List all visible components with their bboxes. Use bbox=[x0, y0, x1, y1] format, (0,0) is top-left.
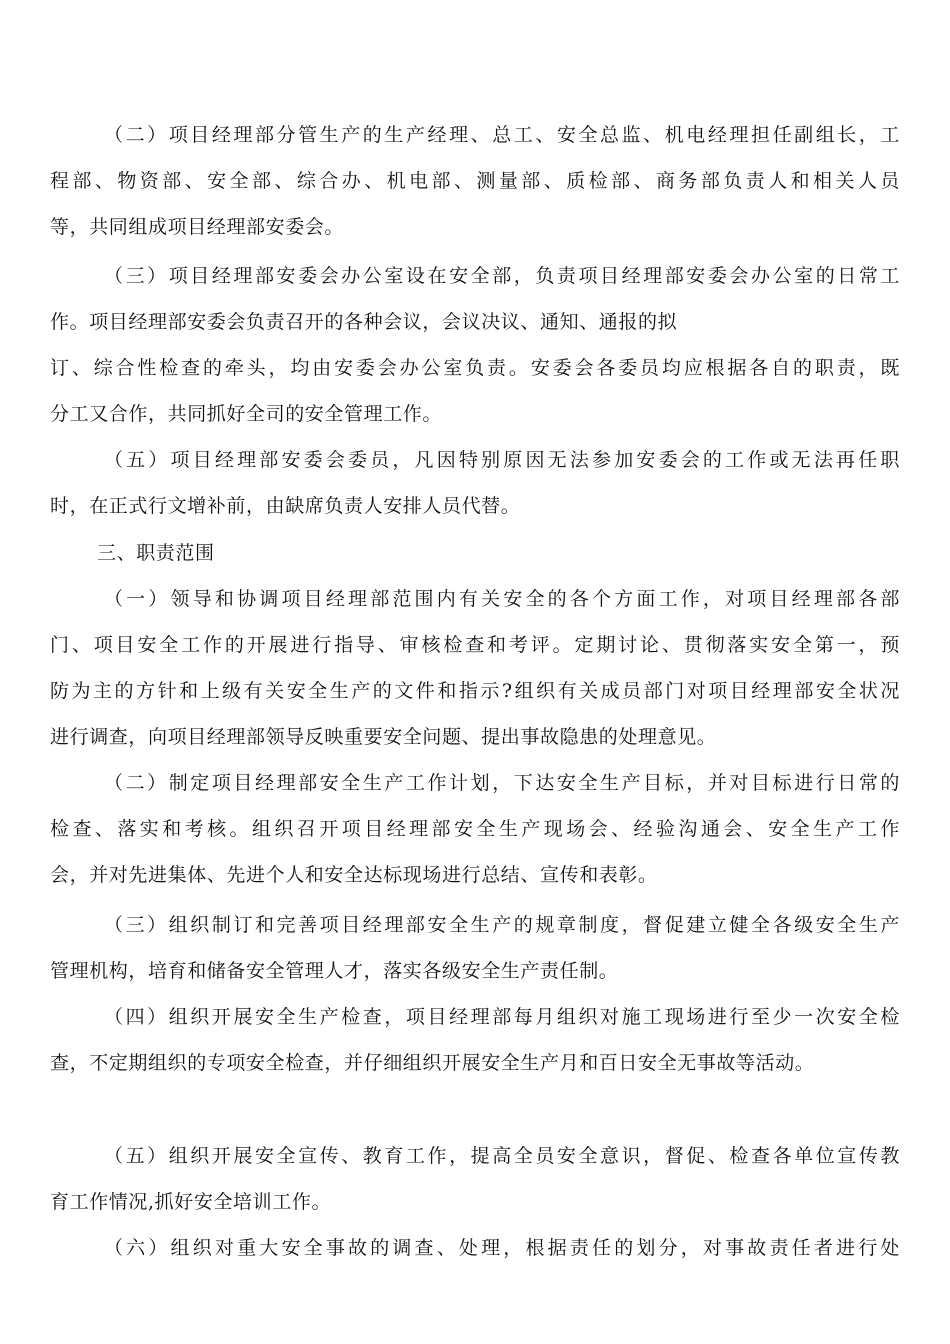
paragraph-line: （二）项目经理部分管生产的生产经理、总工、安全总监、机电经理担任副组长，工 bbox=[104, 124, 900, 146]
paragraph-line: 时，在正式行文增补前，由缺席负责人安排人员代替。 bbox=[50, 495, 521, 517]
paragraph-line: （六）组织对重大安全事故的调查、处理，根据责任的划分，对事故责任者进行处 bbox=[104, 1237, 900, 1259]
paragraph-line: 检查、落实和考核。组织召开项目经理部安全生产现场会、经验沟通会、安全生产工作 bbox=[50, 818, 900, 840]
paragraph-line: 程部、物资部、安全部、综合办、机电部、测量部、质检部、商务部负责人和相关人员 bbox=[50, 170, 900, 192]
paragraph-line: 管理机构，培育和储备安全管理人才，落实各级安全生产责任制。 bbox=[50, 960, 619, 982]
paragraph-line: （五）组织开展安全宣传、教育工作，提高全员安全意识，督促、检查各单位宣传教 bbox=[104, 1145, 900, 1167]
paragraph-line: （二）制定项目经理部安全生产工作计划，下达安全生产目标，并对目标进行日常的 bbox=[104, 772, 900, 794]
paragraph-line: 等，共同组成项目经理部安委会。 bbox=[50, 216, 345, 238]
paragraph-line: 门、项目安全工作的开展进行指导、审核检查和考评。定期讨论、贯彻落实安全第一，预 bbox=[50, 634, 900, 656]
paragraph-line: （五）项目经理部安委会委员，凡因特别原因无法参加安委会的工作或无法再任职 bbox=[104, 449, 900, 471]
section-heading: 三、职责范围 bbox=[97, 542, 215, 564]
paragraph-line: （三）项目经理部安委会办公室设在安全部，负责项目经理部安委会办公室的日常工 bbox=[104, 265, 900, 287]
paragraph-line: （三）组织制订和完善项目经理部安全生产的规章制度，督促建立健全各级安全生产 bbox=[104, 914, 900, 936]
paragraph-line: （四）组织开展安全生产检查，项目经理部每月组织对施工现场进行至少一次安全检 bbox=[104, 1006, 900, 1028]
paragraph-line: 会，并对先进集体、先进个人和安全达标现场进行总结、宣传和表彰。 bbox=[50, 864, 658, 886]
paragraph-line: 进行调查，向项目经理部领导反映重要安全问题、提出事故隐患的处理意见。 bbox=[50, 726, 717, 748]
paragraph-line: 育工作情况,抓好安全培训工作。 bbox=[50, 1191, 332, 1213]
paragraph-line: 订、综合性检查的牵头，均由安委会办公室负责。安委会各委员均应根据各自的职责，既 bbox=[50, 357, 900, 379]
paragraph-line: 查，不定期组织的专项安全检查，并仔细组织开展安全生产月和百日安全无事故等活动。 bbox=[50, 1052, 815, 1074]
paragraph-line: 防为主的方针和上级有关安全生产的文件和指示?组织有关成员部门对项目经理部安全状况 bbox=[50, 680, 900, 702]
paragraph-line: （一）领导和协调项目经理部范围内有关安全的各个方面工作，对项目经理部各部 bbox=[104, 588, 900, 610]
paragraph-line: 作。项目经理部安委会负责召开的各种会议，会议决议、通知、通报的拟 bbox=[50, 311, 678, 333]
paragraph-line: 分工又合作，共同抓好全司的安全管理工作。 bbox=[50, 403, 443, 425]
